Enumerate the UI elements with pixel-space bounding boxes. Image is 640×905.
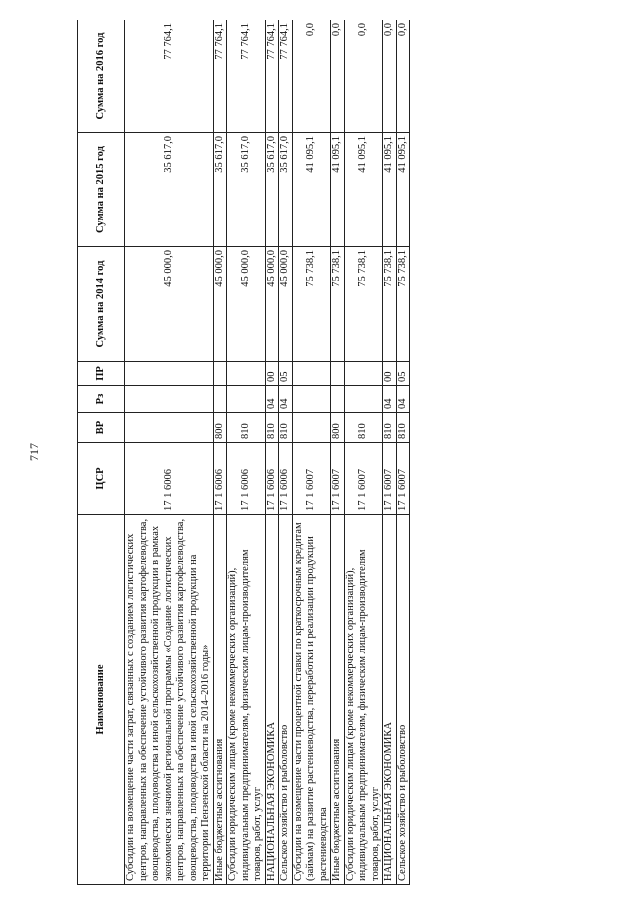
cell-name: Субсидии на возмещение части затрат, связанных с созданием логистических центров, направленных на обеспечение устойчивого развития картофелеводства, овощеводства, плодоводства и иной сельскохозяйственной продукции в рамках экономически значимой региональной программы «Создание логистических центров, направленных на обеспечение устойчивого развития картофелеводства, овощеводства, плодоводства и иной сельскохозяйственной продукции на территории Пензенской области на 2014–2016 годы» [125, 515, 214, 885]
rotated-table-area [77, 20, 510, 885]
cell-name: НАЦИОНАЛЬНАЯ ЭКОНОМИКА [265, 515, 279, 885]
cell-csr: 17 1 6006 [279, 443, 293, 515]
cell-name: Иные бюджетные ассигнования [331, 515, 345, 885]
cell-sum-2015: 41 095,1 [383, 133, 397, 247]
cell-csr: 17 1 6007 [396, 443, 410, 515]
cell-name: НАЦИОНАЛЬНАЯ ЭКОНОМИКА [383, 515, 397, 885]
cell-rz [344, 386, 383, 413]
cell-pr: 05 [396, 362, 410, 386]
cell-sum-2016: 0,0 [344, 20, 383, 133]
cell-csr: 17 1 6006 [125, 443, 214, 515]
cell-csr: 17 1 6006 [213, 443, 227, 515]
cell-rz: 04 [265, 386, 279, 413]
cell-pr [213, 362, 227, 386]
table-row [292, 20, 331, 885]
cell-sum-2014: 75 738,1 [383, 247, 397, 362]
table-row [279, 20, 293, 885]
cell-vr: 810 [279, 413, 293, 443]
cell-sum-2015: 35 617,0 [213, 133, 227, 247]
header-sum-2016: Сумма на 2016 год [78, 20, 125, 133]
cell-sum-2014: 45 000,0 [279, 247, 293, 362]
table-row [344, 20, 383, 885]
cell-csr: 17 1 6007 [344, 443, 383, 515]
cell-vr: 810 [396, 413, 410, 443]
cell-csr: 17 1 6006 [265, 443, 279, 515]
cell-name: Субсидии юридическим лицам (кроме некоммерческих организаций), индивидуальным предпринимателям, физическим лицам-производителям товаров, работ, услуг [227, 515, 266, 885]
budget-table [77, 20, 410, 885]
cell-pr: 00 [383, 362, 397, 386]
cell-rz [213, 386, 227, 413]
cell-vr [125, 413, 214, 443]
cell-sum-2015: 35 617,0 [279, 133, 293, 247]
page-number: 717 [27, 443, 41, 461]
cell-sum-2015: 41 095,1 [331, 133, 345, 247]
cell-sum-2016: 0,0 [396, 20, 410, 133]
cell-vr: 810 [265, 413, 279, 443]
cell-vr: 810 [227, 413, 266, 443]
cell-name: Сельское хозяйство и рыболовство [279, 515, 293, 885]
cell-sum-2016: 77 764,1 [125, 20, 214, 133]
cell-sum-2015: 41 095,1 [396, 133, 410, 247]
cell-sum-2014: 75 738,1 [331, 247, 345, 362]
cell-sum-2016: 0,0 [292, 20, 331, 133]
table-row [227, 20, 266, 885]
cell-sum-2016: 0,0 [383, 20, 397, 133]
header-rz: Рз [78, 386, 125, 413]
cell-vr: 810 [383, 413, 397, 443]
cell-pr [227, 362, 266, 386]
cell-rz [292, 386, 331, 413]
cell-pr [331, 362, 345, 386]
cell-sum-2014: 45 000,0 [125, 247, 214, 362]
cell-csr: 17 1 6007 [383, 443, 397, 515]
table-row [396, 20, 410, 885]
cell-vr [292, 413, 331, 443]
header-vr: ВР [78, 413, 125, 443]
cell-rz: 04 [396, 386, 410, 413]
cell-name: Субсидии на возмещение части процентной ставки по краткосрочным кредитам (займам) на развитие растениеводства, переработки и реализации продукции растениеводства [292, 515, 331, 885]
cell-sum-2015: 41 095,1 [292, 133, 331, 247]
cell-pr [125, 362, 214, 386]
cell-rz: 04 [383, 386, 397, 413]
cell-name: Субсидии юридическим лицам (кроме некоммерческих организаций), индивидуальным предпринимателям, физическим лицам-производителям товаров, работ, услуг [344, 515, 383, 885]
cell-sum-2014: 45 000,0 [213, 247, 227, 362]
cell-sum-2016: 77 764,1 [265, 20, 279, 133]
table-row [265, 20, 279, 885]
cell-sum-2016: 77 764,1 [213, 20, 227, 133]
cell-pr [292, 362, 331, 386]
cell-rz [125, 386, 214, 413]
header-name: Наименование [78, 515, 125, 885]
table-row [213, 20, 227, 885]
cell-vr: 800 [331, 413, 345, 443]
cell-rz: 04 [279, 386, 293, 413]
cell-pr: 00 [265, 362, 279, 386]
cell-rz [227, 386, 266, 413]
cell-csr: 17 1 6006 [227, 443, 266, 515]
header-sum-2015: Сумма на 2015 год [78, 133, 125, 247]
cell-sum-2015: 41 095,1 [344, 133, 383, 247]
table-row [125, 20, 214, 885]
cell-csr: 17 1 6007 [292, 443, 331, 515]
cell-sum-2016: 77 764,1 [279, 20, 293, 133]
cell-vr: 810 [344, 413, 383, 443]
header-sum-2014: Сумма на 2014 год [78, 247, 125, 362]
table-row [383, 20, 397, 885]
header-csr: ЦСР [78, 443, 125, 515]
budget-table-container [77, 20, 510, 885]
cell-sum-2015: 35 617,0 [265, 133, 279, 247]
cell-sum-2015: 35 617,0 [125, 133, 214, 247]
cell-rz [331, 386, 345, 413]
cell-sum-2014: 45 000,0 [227, 247, 266, 362]
header-pr: ПР [78, 362, 125, 386]
cell-sum-2014: 75 738,1 [344, 247, 383, 362]
table-row [331, 20, 345, 885]
table-header-row [78, 20, 125, 885]
cell-sum-2016: 0,0 [331, 20, 345, 133]
cell-pr: 05 [279, 362, 293, 386]
cell-sum-2014: 75 738,1 [292, 247, 331, 362]
cell-pr [344, 362, 383, 386]
cell-vr: 800 [213, 413, 227, 443]
cell-sum-2014: 45 000,0 [265, 247, 279, 362]
cell-name: Иные бюджетные ассигнования [213, 515, 227, 885]
cell-name: Сельское хозяйство и рыболовство [396, 515, 410, 885]
cell-csr: 17 1 6007 [331, 443, 345, 515]
cell-sum-2014: 75 738,1 [396, 247, 410, 362]
cell-sum-2016: 77 764,1 [227, 20, 266, 133]
cell-sum-2015: 35 617,0 [227, 133, 266, 247]
